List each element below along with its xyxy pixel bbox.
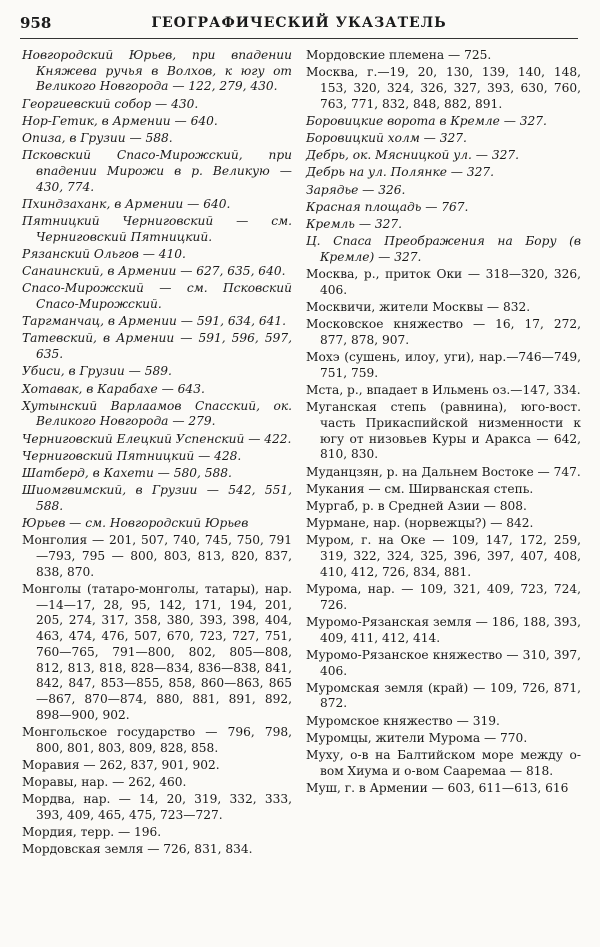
index-entry: Мурома, нар. — 109, 321, 409, 723, 724, 726. [306, 582, 581, 612]
index-entry: Московское княжество — 16, 17, 272, 877, 878, 907. [306, 317, 581, 347]
index-entry: Монгольское государство — 796, 798, 800, 801, 803, 809, 828, 858. [22, 724, 292, 755]
index-entry: Мордва, нар. — 14, 20, 319, 332, 333, 393, 409, 465, 475, 723—727. [22, 792, 292, 822]
index-entry: Нор-Гетик, в Армении — 640. [22, 113, 218, 128]
index-entry: Георгиевский собор — 430. [22, 96, 199, 111]
index-entry: Ц. Спаса Преображения на Бору (в Кремле) — 327. [306, 234, 581, 264]
index-entry: Мордовские племена — 725. [306, 48, 492, 62]
index-entry: Хотавак, в Карабахе — 643. [22, 381, 205, 396]
index-entry: Монголия — 201, 507, 740, 745, 750, 791—793, 795 — 800, 803, 813, 820, 837, 838, 870. [22, 533, 292, 579]
right-column [306, 48, 581, 798]
index-entry: Муш, г. в Армении — 603, 611—613, 616 [306, 780, 569, 795]
index-entry: Дебрь на ул. Полянке — 327. [306, 165, 495, 180]
index-entry: Муромское княжество — 319. [306, 713, 500, 728]
index-entry: Мохэ (сушень, илоу, уги), нар.—746—749, 751, 759. [306, 350, 581, 380]
index-entry: Новгородский Юрьев, при впадении Княжева ручья в Волхов, к югу от Великого Новгорода — 122, 279, 430. [22, 48, 292, 94]
index-entry: Муганская степь (равнина), юго-вост. часть Прикаспийской низменности к югу от низовьев Куры и Аракса — 642, 810, 830. [306, 400, 581, 462]
index-entry: Шиомгвимский, в Грузии — 542, 551, 588. [22, 483, 292, 513]
page-header [20, 12, 578, 39]
index-entry: Муромцы, жители Мурома — 770. [306, 730, 528, 745]
index-entry: Дебрь, ок. Мясницкой ул. — 327. [306, 148, 519, 163]
index-entry: Мордия, терр. — 196. [22, 825, 162, 840]
index-entry: Муром, г. на Оке — 109, 147, 172, 259, 319, 322, 324, 325, 396, 397, 407, 408, 410, 412, 726, 834, 881. [306, 533, 581, 579]
index-entry: Моравы, нар. — 262, 460. [22, 774, 187, 789]
index-entry: Юрьев — см. Новгородский Юрьев [22, 516, 249, 531]
page-title: ГЕОГРАФИЧЕСКИЙ УКАЗАТЕЛЬ [151, 15, 447, 31]
index-entry: Муданцзян, р. на Дальнем Востоке — 747. [306, 464, 581, 479]
left-column [22, 48, 292, 859]
index-entry: Санаинский, в Армении — 627, 635, 640. [22, 264, 286, 279]
index-entry: Псковский Спасо-Мирожский, при впадении Мирожи в р. Великую — 430, 774. [22, 148, 292, 194]
index-entry: Москва, р., приток Оки — 318—320, 326, 406. [306, 267, 581, 297]
index-entry: Боровицкий холм — 327. [306, 131, 467, 146]
index-entry: Спасо-Мирожский — см. Псковский Спасо-Мирожский. [22, 281, 292, 312]
page-number: 958 [20, 14, 52, 32]
index-entry: Мста, р., впадает в Ильмень оз.—147, 334. [306, 383, 581, 398]
index-entry: Черниговский Елецкий Успенский — 422. [22, 431, 292, 446]
index-entry: Мукания — см. Ширванская степь. [306, 481, 534, 496]
index-entry: Москвичи, жители Москвы — 832. [306, 300, 531, 315]
index-entry: Красная площадь — 767. [306, 199, 469, 214]
index-entry: Моравия — 262, 837, 901, 902. [22, 757, 220, 772]
index-entry: Пхиндзаханк, в Армении — 640. [22, 196, 231, 211]
index-entry: Шатберд, в Кахети — 580, 588. [22, 466, 232, 481]
index-entry: Опиза, в Грузии — 588. [22, 131, 173, 146]
index-entry: Пятницкий Черниговский — см. Черниговский Пятницкий. [22, 214, 292, 244]
index-entry: Мургаб, р. в Средней Азии — 808. [306, 498, 527, 513]
index-entry: Муромо-Рязанская земля — 186, 188, 393, 409, 411, 412, 414. [306, 614, 581, 645]
index-entry: Муху, о-в на Балтийском море между о-вом Хиума и о-вом Сааремаа — 818. [306, 748, 581, 778]
index-entry: Мордовская земля — 726, 831, 834. [22, 842, 253, 857]
index-entry: Муромо-Рязанское княжество — 310, 397, 406. [306, 647, 581, 678]
index-entry: Убиси, в Грузии — 589. [22, 364, 172, 379]
index-entry: Черниговский Пятницкий — 428. [22, 448, 242, 463]
index-entry: Мурмане, нар. (норвежцы?) — 842. [306, 516, 534, 531]
index-entry: Монголы (татаро-монголы, татары), нар. —14—17, 28, 95, 142, 171, 194, 201, 205, 274, 317, 358, 380, 393, 398, 404, 463, 474, 476, 507, 670, 723, 727, 751, 760—765, 791—800, 802, 805—808, 812, 813, 818, 828—834, 836—838, 841, 842, 847, 853—855, 858, 860—863, 865—867, 870—874, 880, 881, 891, 892, 898—900, 902. [22, 582, 292, 722]
index-entry: Кремль — 327. [306, 217, 403, 232]
index-entry: Боровицкие ворота в Кремле — 327. [306, 113, 547, 128]
index-entry: Рязанский Ольгов — 410. [22, 246, 186, 261]
index-entry: Татевский, в Армении — 591, 596, 597, 635. [22, 331, 292, 362]
index-entry: Муромская земля (край) — 109, 726, 871, 872. [306, 680, 581, 711]
index-entry: Хутынский Варлаамов Спасский, ок. Великого Новгорода — 279. [22, 398, 292, 429]
index-entry: Москва, г.—19, 20, 130, 139, 140, 148, 153, 320, 324, 326, 327, 393, 630, 760, 763, 771, 832, 848, 882, 891. [306, 65, 581, 111]
index-entry: Таргманчац, в Армении — 591, 634, 641. [22, 314, 286, 329]
index-entry: Зарядье — 326. [306, 182, 406, 197]
